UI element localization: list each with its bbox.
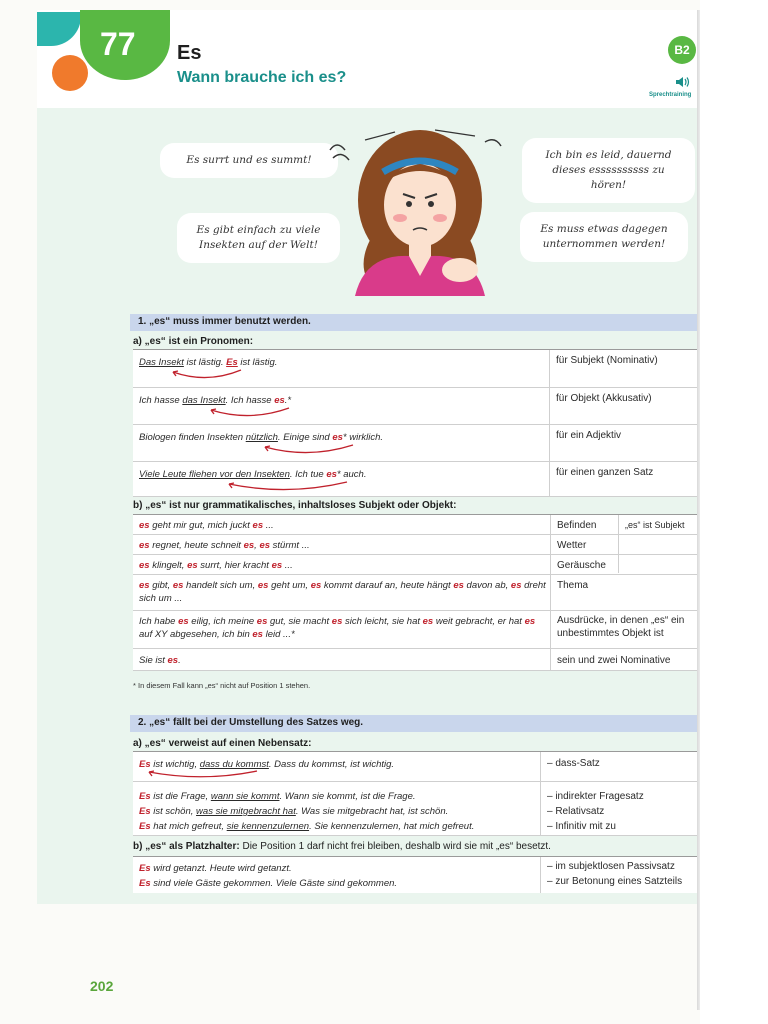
example-text: es gibt, es handelt sich um, es geht um, es kommt darauf an, heute hängt es davon ab, es dreht sich um ... [139,580,546,604]
section-2-heading: 2. „es“ fällt bei der Umstellung des Satzes weg. [130,715,700,732]
table-row [133,425,700,462]
placeholder-table [133,856,700,893]
audio-label[interactable]: Sprechtraining [649,92,692,98]
reference-arrow [143,769,263,781]
speech-bubble-top-left: Es surrt und es summt! [160,143,338,178]
reference-arrow [259,443,359,457]
example-text: es geht mir gut, mich juckt es ... [139,520,274,531]
section-1b-heading: b) „es“ ist nur grammatikalisches, inhaltsloses Subjekt oder Objekt: [133,500,457,511]
table-row [133,752,700,782]
page-margin [700,0,768,1024]
function-label: für Subjekt (Nominativ) [556,355,658,366]
side-note: „es“ ist Subjekt [625,520,685,530]
section-2b-label: b) „es“ als Platzhalter: [133,841,240,852]
chapter-title: Es [177,42,202,64]
category-label: Ausdrücke, in denen „es“ ein unbestimmtes Objekt ist [557,615,685,639]
speaker-icon[interactable] [676,76,690,88]
orange-decoration [52,55,88,91]
table-row [133,575,700,611]
table-row [133,515,700,535]
example-text: es klingelt, es surrt, hier kracht es ... [139,560,293,571]
speech-bubble-top-right: Ich bin es leid, dauernd dieses essssssssss zu hören! [522,138,695,203]
function-label: für einen ganzen Satz [556,467,654,478]
subordinate-clause-table [133,751,700,836]
example-text: Es ist die Frage, wann sie kommt. Wann sie kommt, ist die Frage. Es ist schön, was sie mitgebracht hat. Was sie mitgebracht hat, ist schön. Es hat mich gefreut, sie kennenzulernen. Sie kennenzulernen, hat mich gefreut. [139,791,475,832]
table-row [133,649,700,671]
reference-arrow [223,480,353,494]
clause-type: – Infinitiv mit zu [547,821,616,832]
section-2a-heading: a) „es“ verweist auf einen Nebensatz: [133,738,312,749]
table-row [133,350,700,388]
section-1-heading: 1. „es“ muss immer benutzt werden. [130,314,700,331]
section-2b-heading [133,841,551,852]
table-row [133,555,700,575]
chapter-subtitle: Wann brauche ich es? [177,69,347,86]
clause-type: – dass-Satz [547,758,600,769]
section-1a-heading: a) „es“ ist ein Pronomen: [133,336,254,347]
clause-type: – Relativsatz [547,806,605,817]
example-text: Biologen finden Insekten nützlich. Einige sind es* wirklich. [139,432,384,443]
speech-bubble-bottom-left: Es gibt einfach zu viele Insekten auf der Welt! [177,213,340,263]
example-text: Es ist wichtig, dass du kommst. Dass du kommst, ist wichtig. [139,759,395,770]
category-label: Wetter [557,540,587,551]
function-label: für ein Adjektiv [556,430,622,441]
example-text: Ich hasse das Insekt. Ich hasse es.* [139,395,292,406]
usage-types [547,859,682,889]
example-text: es regnet, heute schneit es, es stürmt ... [139,540,310,551]
example-text: Es wird getanzt. Heute wird getanzt. Es sind viele Gäste gekommen. Viele Gäste sind gekommen. [139,863,398,889]
table-row [133,535,700,555]
function-label: für Objekt (Akkusativ) [556,393,652,404]
category-label: sein und zwei Nominative [557,655,671,666]
example-text: Sie ist es. [139,655,181,666]
category-label: Befinden [557,520,597,531]
table-row [133,611,700,649]
chapter-number: 77 [100,26,136,62]
annoyed-woman-illustration [325,120,515,296]
example-text: Das Insekt ist lästig. Es ist lästig. [139,357,278,368]
example-text: Viele Leute fliehen vor den Insekten. Ich tue es* auch. [139,469,367,480]
clause-types [547,789,644,834]
page-number: 202 [90,978,114,994]
reference-arrow [205,406,295,420]
table-row [133,462,700,497]
speech-bubble-bottom-right: Es muss etwas dagegen unternommen werden! [520,212,688,262]
clause-type: – indirekter Fragesatz [547,791,644,802]
table-row [133,388,700,425]
footnote: * In diesem Fall kann „es“ nicht auf Position 1 stehen. [133,681,311,690]
grammatical-es-table [133,514,700,671]
table-row-group [133,857,700,893]
category-label: Thema [557,580,589,591]
usage-type: – im subjektlosen Passivsatz [547,861,675,872]
pronoun-table [133,349,700,497]
reference-arrow [167,368,247,382]
table-row-group [133,782,700,836]
level-badge: B2 [668,36,696,64]
usage-type: – zur Betonung eines Satzteils [547,876,683,887]
section-2b-text: Die Position 1 darf nicht frei bleiben, deshalb wird sie mit „es“ besetzt. [242,841,551,852]
example-text: Ich habe es eilig, ich meine es gut, sie macht es sich leicht, sie hat es weit gebracht, er hat es auf XY abgesehen, ich bin es leid ...* [139,616,536,640]
category-label: Geräusche [557,560,606,571]
